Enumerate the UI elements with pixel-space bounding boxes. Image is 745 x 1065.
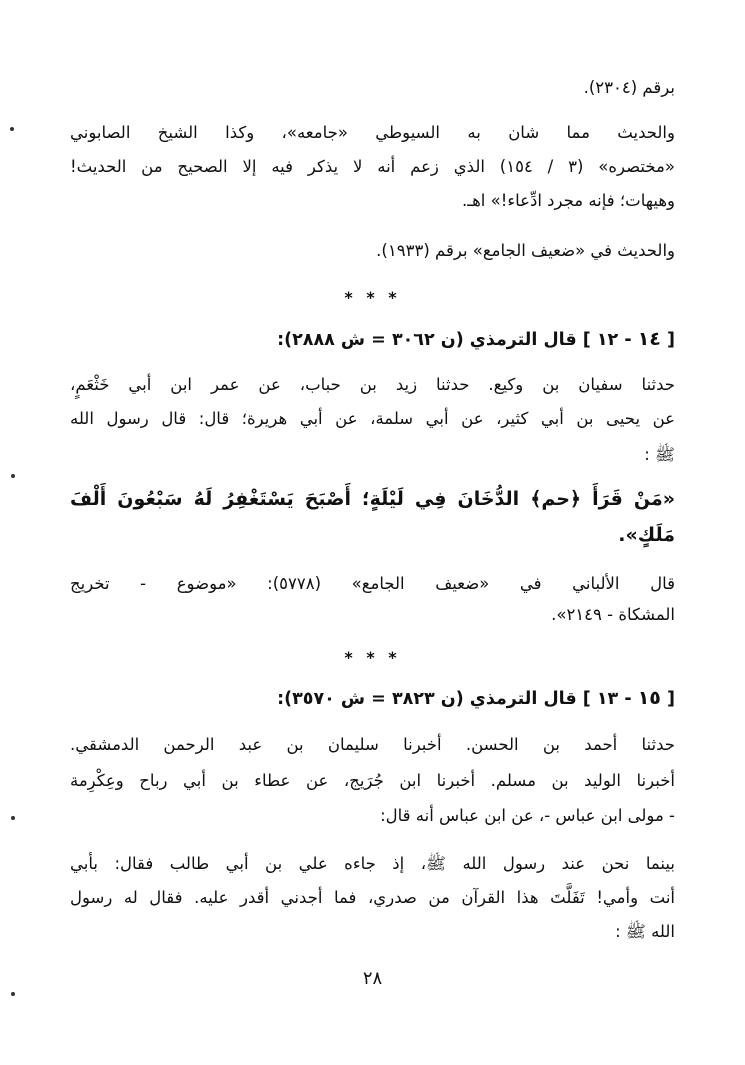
text-line: «مختصره» (٣ / ١٥٤) الذي زعم أنه لا يذكر فيه إلا الصحيح من الحديث! xyxy=(70,157,675,176)
text-line: المشكاة - ٢١٤٩». xyxy=(551,605,675,624)
text-line: بينما نحن عند رسول الله ﷺ، إذ جاءه علي بن أبي طالب فقال: بأبي xyxy=(70,854,675,873)
text-line: - مولى ابن عباس -، عن ابن عباس أنه قال: xyxy=(380,806,675,825)
text-line: أنت وأمي! تَفَلَّتَ هذا القرآن من صدري، فما أجدني أقدر عليه. فقال له رسول xyxy=(70,888,675,907)
hadith-number: ١٤ xyxy=(637,328,661,350)
text-line: حدثنا أحمد بن الحسن. أخبرنا سليمان بن عبد الرحمن الدمشقي. xyxy=(70,735,675,754)
text-line: أخبرنا الوليد بن مسلم. أخبرنا ابن جُرَيج، عن عطاء بن أبي رباح وعِكْرِمة xyxy=(70,771,675,790)
hadith-heading xyxy=(70,327,675,352)
scan-speck xyxy=(11,816,15,820)
text-line: والحديث في «ضعيف الجامع» برقم (١٩٣٣). xyxy=(376,241,675,260)
section-separator: * * * xyxy=(344,648,401,667)
text-line: برقم (٢٣٠٤). xyxy=(583,78,675,97)
section-separator: * * * xyxy=(344,288,401,307)
bracket: [ xyxy=(667,330,675,350)
text-line: ﷺ : xyxy=(644,445,675,464)
hadith-heading-text: - ١٢ ] قال الترمذي (ن ٣٠٦٢ = ش ٢٨٨٨): xyxy=(277,330,632,350)
page-number: ٢٨ xyxy=(362,968,383,989)
text-line: وهيهات؛ فإنه مجرد ادِّعاء!» اهـ. xyxy=(462,191,675,210)
hadith-quote: «مَنْ قَرَأَ ﴿حم﴾ الدُّخَانَ فِي لَيْلَةٍ؛ أَصْبَحَ يَسْتَغْفِرُ لَهُ سَبْعُونَ أَلْفَ xyxy=(70,488,675,510)
hadith-number: ١٥ xyxy=(637,687,661,709)
text-line: حدثنا سفيان بن وكيع. حدثنا زيد بن حباب، عن عمر ابن أبي خَثْعَمٍ، xyxy=(70,375,675,394)
text-line: والحديث مما شان به السيوطي «جامعه»، وكذا الشيخ الصابوني xyxy=(70,123,675,142)
scan-speck xyxy=(10,127,14,131)
text-line: قال الألباني في «ضعيف الجامع» (٥٧٧٨): «موضوع - تخريج xyxy=(70,574,675,593)
bracket: [ xyxy=(667,689,675,709)
hadith-quote: مَلَكٍ». xyxy=(618,524,675,546)
hadith-heading-text: - ١٣ ] قال الترمذي (ن ٣٨٢٣ = ش ٣٥٧٠): xyxy=(277,689,632,709)
scan-speck xyxy=(11,992,15,996)
hadith-heading xyxy=(70,686,675,711)
text-line: عن يحيى بن أبي كثير، عن أبي سلمة، عن أبي هريرة؛ قال: قال رسول الله xyxy=(70,409,675,428)
text-line: الله ﷺ : xyxy=(615,922,675,941)
scan-speck xyxy=(11,474,15,478)
